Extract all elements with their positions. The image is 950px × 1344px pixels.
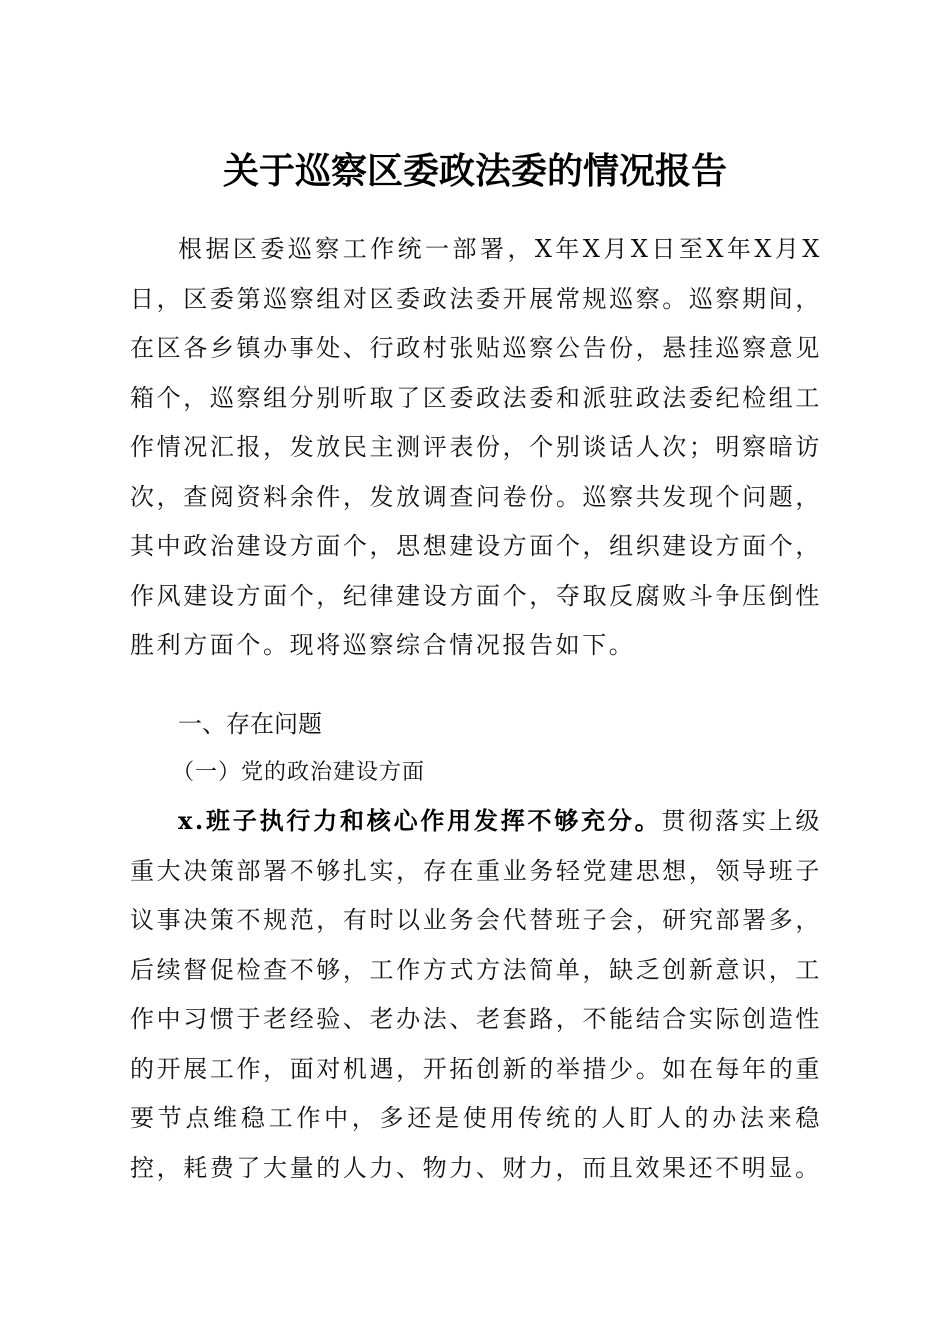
- item-paragraph: [130, 796, 822, 1193]
- section-heading: 一、存在问题: [178, 710, 322, 738]
- item-lead: x.班子执行力和核心作用发挥不够充分。: [178, 806, 662, 835]
- subsection-heading: （一）党的政治建设方面: [172, 760, 426, 785]
- item-body: 贯彻落实上级重大决策部署不够扎实，存在重业务轻党建思想，领导班子议事决策不规范，有时以业务会代替班子会，研究部署多，后续督促检查不够，工作方式方法简单，缺乏创新意识，工作中习惯于老经验、老办法、老套路，不能结合实际创造性的开展工作，面对机遇，开拓创新的举措少。如在每年的重要节点维稳工作中，多还是使用传统的人盯人的办法来稳控，耗费了大量的人力、物力、财力，而且效果还不明显。: [130, 807, 822, 1182]
- intro-paragraph: 根据区委巡察工作统一部署，X年X月X日至X年X月X日，区委第巡察组对区委政法委开展常规巡察。巡察期间，在区各乡镇办事处、行政村张贴巡察公告份，悬挂巡察意见箱个，巡察组分别听取了区委政法委和派驻政法委纪检组工作情况汇报，发放民主测评表份，个别谈话人次；明察暗访次，查阅资料余件，发放调查问卷份。巡察共发现个问题，其中政治建设方面个，思想建设方面个，组织建设方面个，作风建设方面个，纪律建设方面个，夺取反腐败斗争压倒性胜利方面个。现将巡察综合情况报告如下。: [130, 235, 822, 659]
- document-title: 关于巡察区委政法委的情况报告: [222, 151, 727, 192]
